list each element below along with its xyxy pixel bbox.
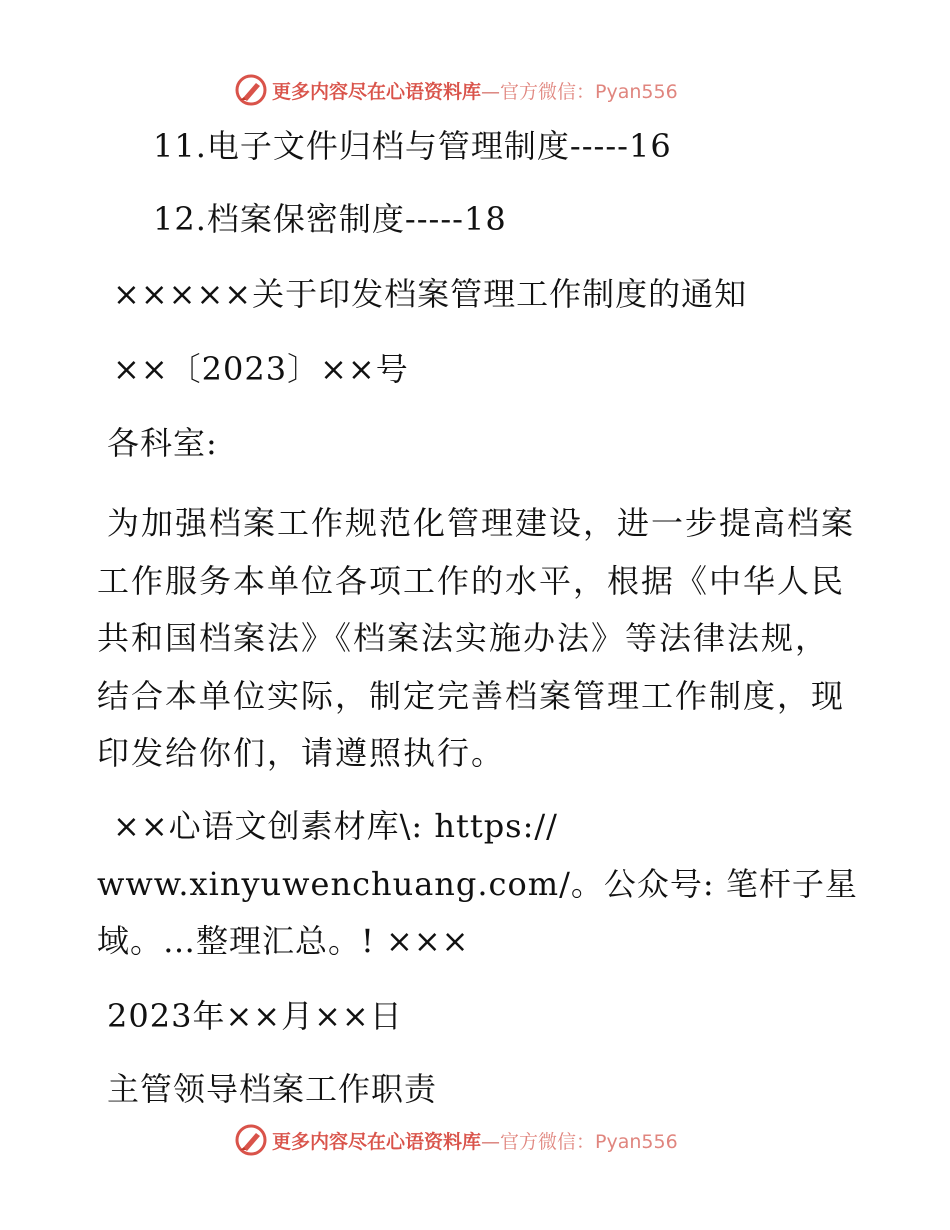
watermark-text	[272, 1127, 678, 1154]
toc-item-11: 11.电子文件归档与管理制度-----16	[153, 127, 672, 165]
toc-item-12: 12.档案保密制度-----18	[153, 200, 507, 238]
source-line-2: www.xinyuwenchuang.com/。公众号: 笔杆子星	[97, 865, 858, 903]
watermark-separator: —	[481, 1130, 501, 1153]
notice-title: ×××××关于印发档案管理工作制度的通知	[113, 275, 748, 313]
watermark-text	[272, 77, 678, 104]
source-line-3: 域。…整理汇总。! ×××	[97, 922, 470, 960]
document-number: ××〔2023〕××号	[113, 350, 409, 388]
section-heading: 主管领导档案工作职责	[107, 1070, 438, 1108]
notice-body-text: 为加强档案工作规范化管理建设，进一步提高档案工作服务本单位各项工作的水平，根据《中华人民共和国档案法》《档案法实施办法》等法律法规，结合本单位实际，制定完善档案管理工作制度，现印发给你们，请遵照执行。	[97, 504, 856, 772]
pen-seal-logo-icon	[234, 1123, 268, 1157]
watermark-separator: —	[481, 80, 501, 103]
header-watermark	[234, 70, 678, 110]
watermark-brand: 更多内容尽在心语资料库	[272, 1130, 482, 1153]
notice-date: 2023年××月××日	[107, 997, 403, 1035]
footer-watermark	[234, 1120, 678, 1160]
watermark-contact: 官方微信：Pyan556	[500, 1130, 678, 1153]
watermark-contact: 官方微信：Pyan556	[500, 80, 678, 103]
notice-body	[97, 495, 857, 783]
source-line-1: ××心语文创素材库\: https://	[113, 807, 558, 845]
salutation: 各科室:	[107, 424, 218, 462]
watermark-brand: 更多内容尽在心语资料库	[272, 80, 482, 103]
pen-seal-logo-icon	[234, 73, 268, 107]
